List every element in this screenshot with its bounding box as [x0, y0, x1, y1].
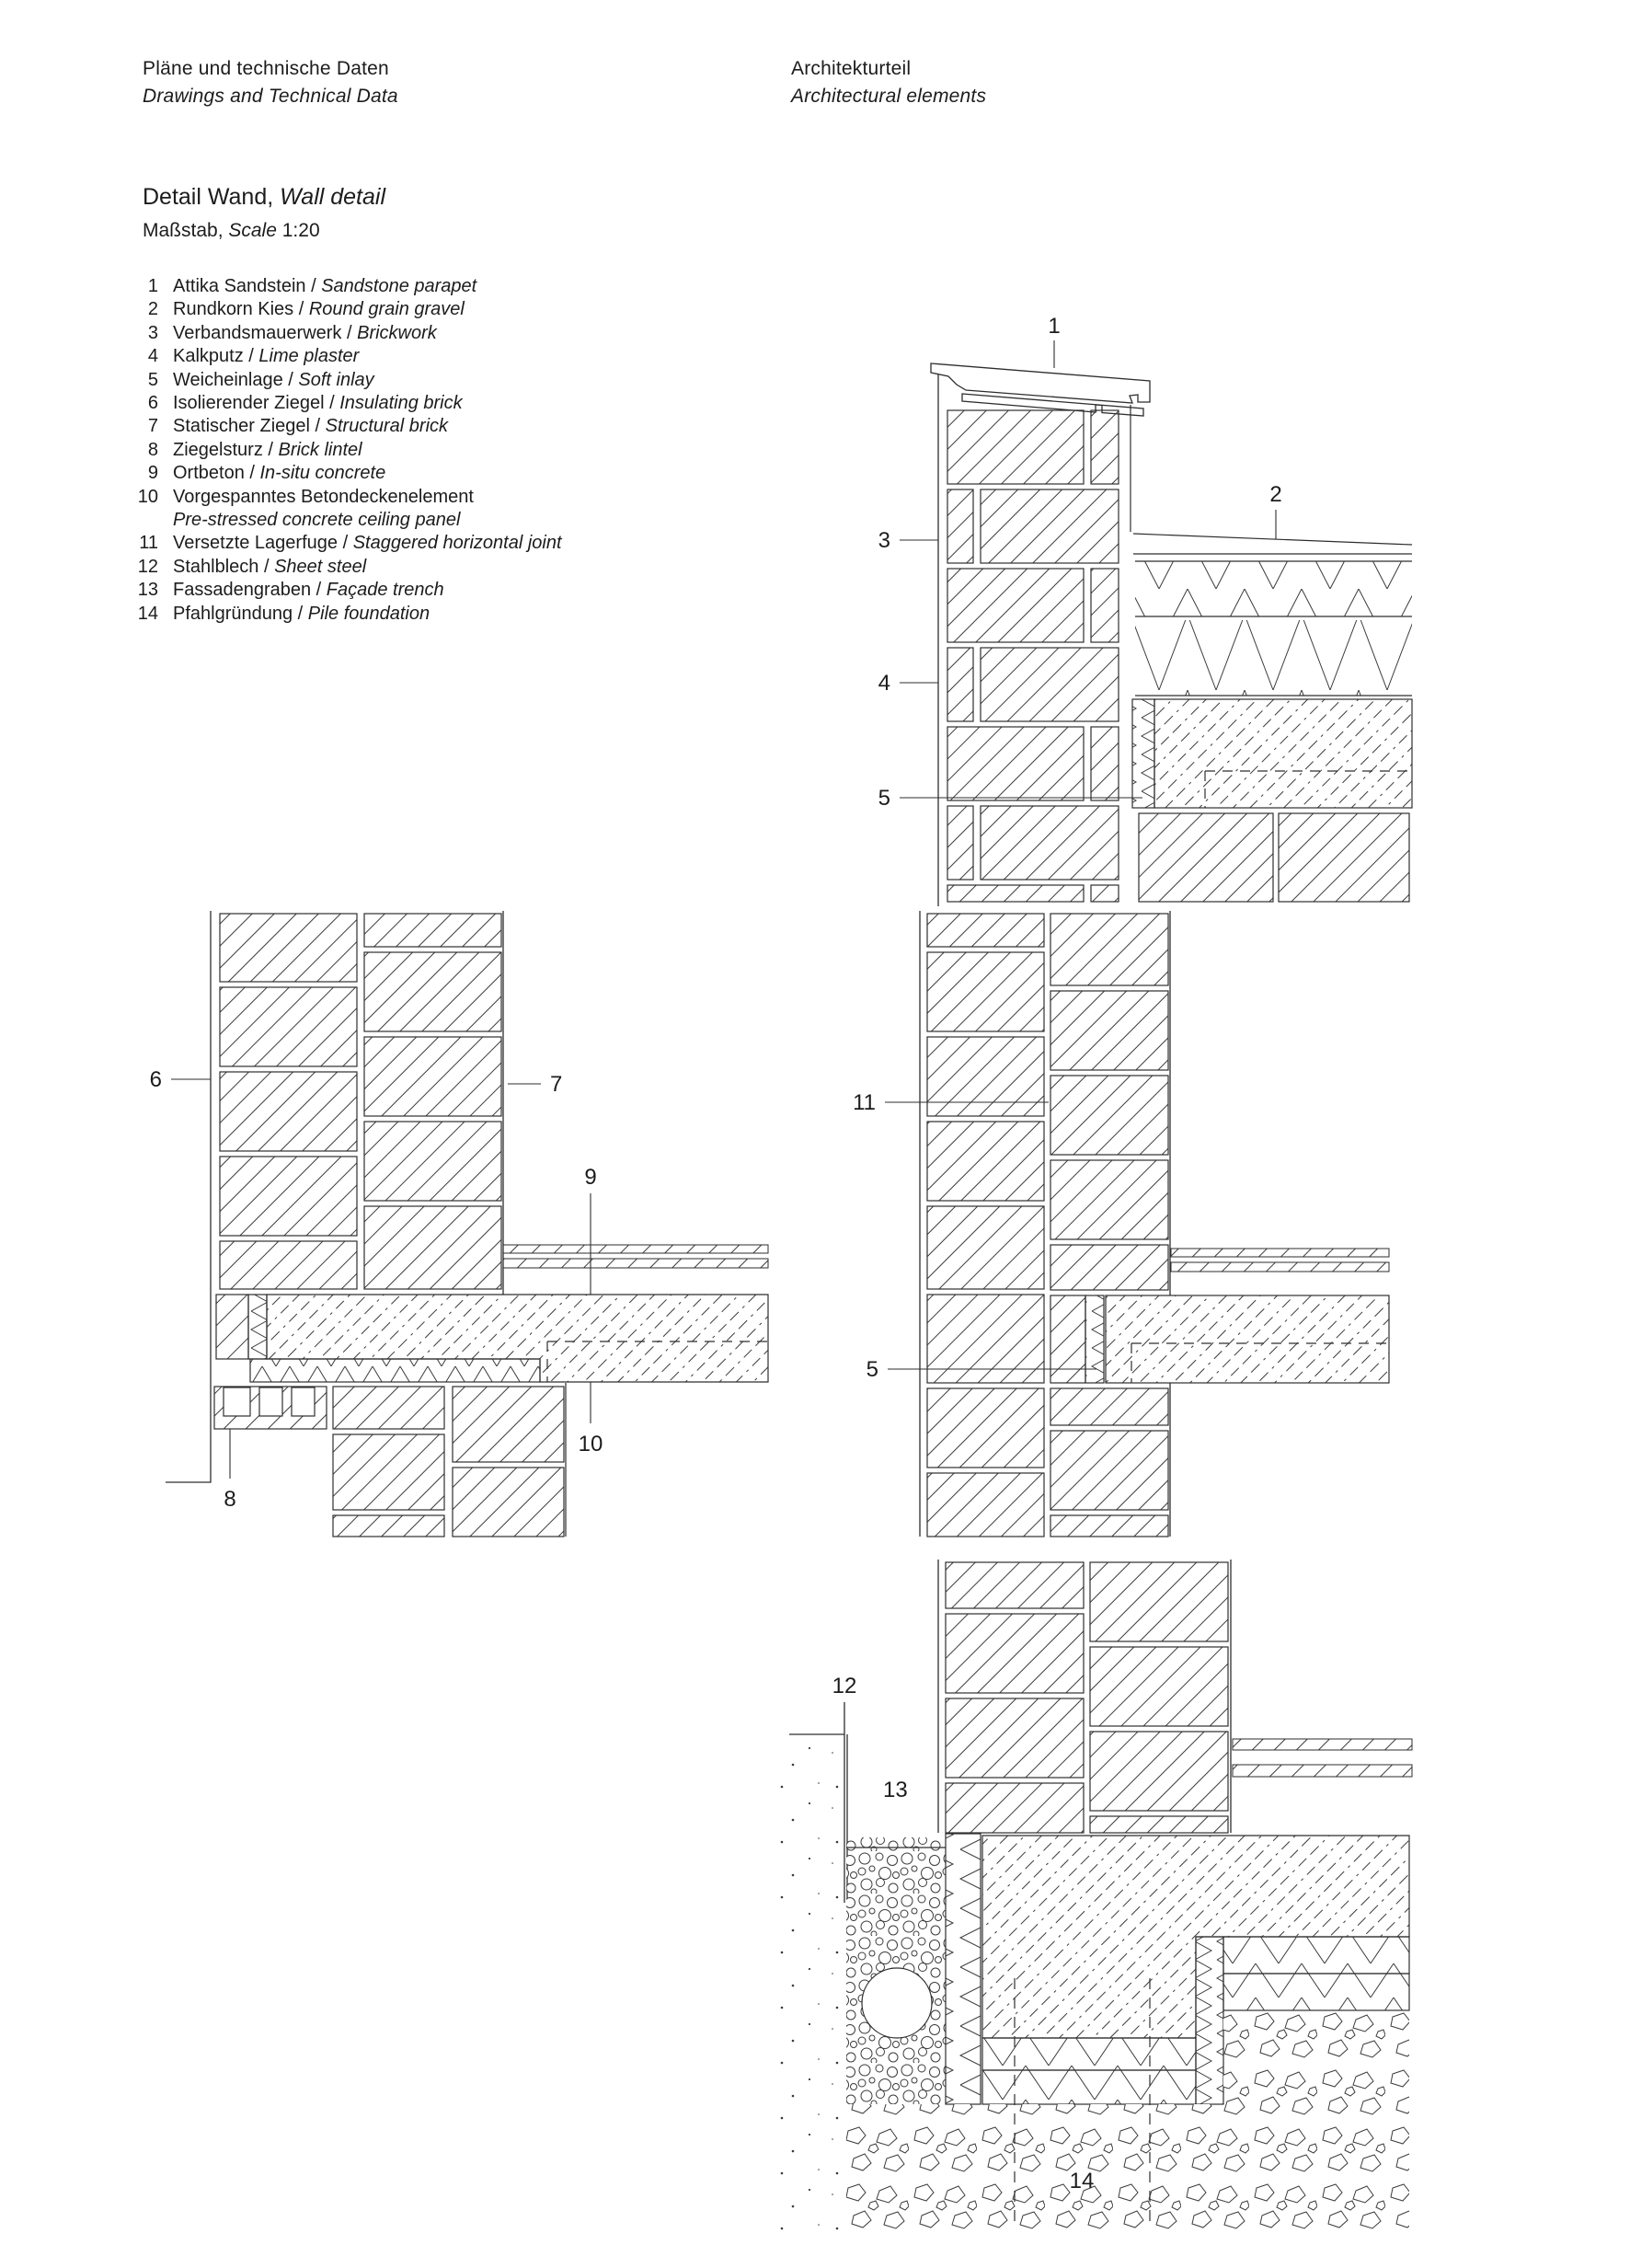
legend-item: 9 Ortbeton / In-situ concrete: [147, 463, 386, 484]
legend-item: 11 Versetzte Lagerfuge / Staggered horizontal joint: [139, 533, 562, 554]
callout-5: 5: [878, 786, 890, 811]
callout-1: 1: [1048, 314, 1061, 339]
legend-item: 8 Ziegelsturz / Brick lintel: [147, 439, 362, 460]
legend-item: 14 Pfahlgründung / Pile foundation: [137, 603, 430, 624]
callout-11: 11: [853, 1090, 876, 1115]
callout-3: 3: [878, 528, 890, 553]
header-left-en: Drawings and Technical Data: [143, 86, 398, 107]
header-left-de: Pläne und technische Daten: [143, 58, 389, 79]
callout-8: 8: [224, 1487, 236, 1512]
header-right-en: Architectural elements: [791, 86, 987, 107]
legend-item: 2 Rundkorn Kies / Round grain gravel: [147, 299, 465, 320]
floor-junction-detail-drawing: [138, 906, 782, 1550]
title-block: [143, 182, 385, 245]
legend-item: 1 Attika Sandstein / Sandstone parapet: [147, 276, 477, 296]
callout-7: 7: [550, 1072, 563, 1097]
header-right-de: Architekturteil: [791, 58, 912, 79]
legend-item: 3 Verbandsmauerwerk / Brickwork: [147, 322, 437, 343]
callout-6: 6: [149, 1067, 162, 1092]
scale-value: 1:20: [281, 220, 320, 241]
wall-joint-detail-drawing: [846, 906, 1409, 1550]
callout-2: 2: [1269, 482, 1282, 507]
parapet-detail-drawing: [874, 313, 1444, 920]
callout-13: 13: [883, 1778, 908, 1802]
scale-de: Maßstab,: [143, 220, 224, 241]
legend-item: 10 Vorgespanntes Betondeckenelement Pre-stressed concrete ceiling panel: [137, 486, 474, 531]
callout-10: 10: [578, 1432, 603, 1456]
legend-item: 5 Weicheinlage / Soft inlay: [147, 369, 374, 390]
legend-item: 13 Fassadengraben / Façade trench: [137, 580, 444, 601]
foundation-detail-drawing: [773, 1555, 1417, 2236]
title-en: Wall detail: [280, 184, 386, 210]
legend-item: 6 Isolierender Ziegel / Insulating brick: [147, 393, 463, 414]
callout-9: 9: [584, 1165, 597, 1190]
legend: [129, 275, 562, 626]
page-header-left: [143, 55, 398, 110]
legend-item: 4 Kalkputz / Lime plaster: [147, 346, 360, 367]
legend-item: 7 Statischer Ziegel / Structural brick: [147, 416, 449, 437]
legend-item: 12 Stahlblech / Sheet steel: [137, 556, 367, 577]
title-de: Detail Wand,: [143, 184, 274, 210]
callout-5b: 5: [866, 1357, 878, 1382]
callout-4: 4: [878, 671, 890, 696]
callout-12: 12: [832, 1674, 857, 1698]
scale-note: [143, 217, 385, 245]
page-title: [143, 182, 385, 212]
callout-14: 14: [1069, 2169, 1095, 2193]
page-header-right: [791, 55, 986, 110]
scale-en: Scale: [228, 220, 277, 241]
